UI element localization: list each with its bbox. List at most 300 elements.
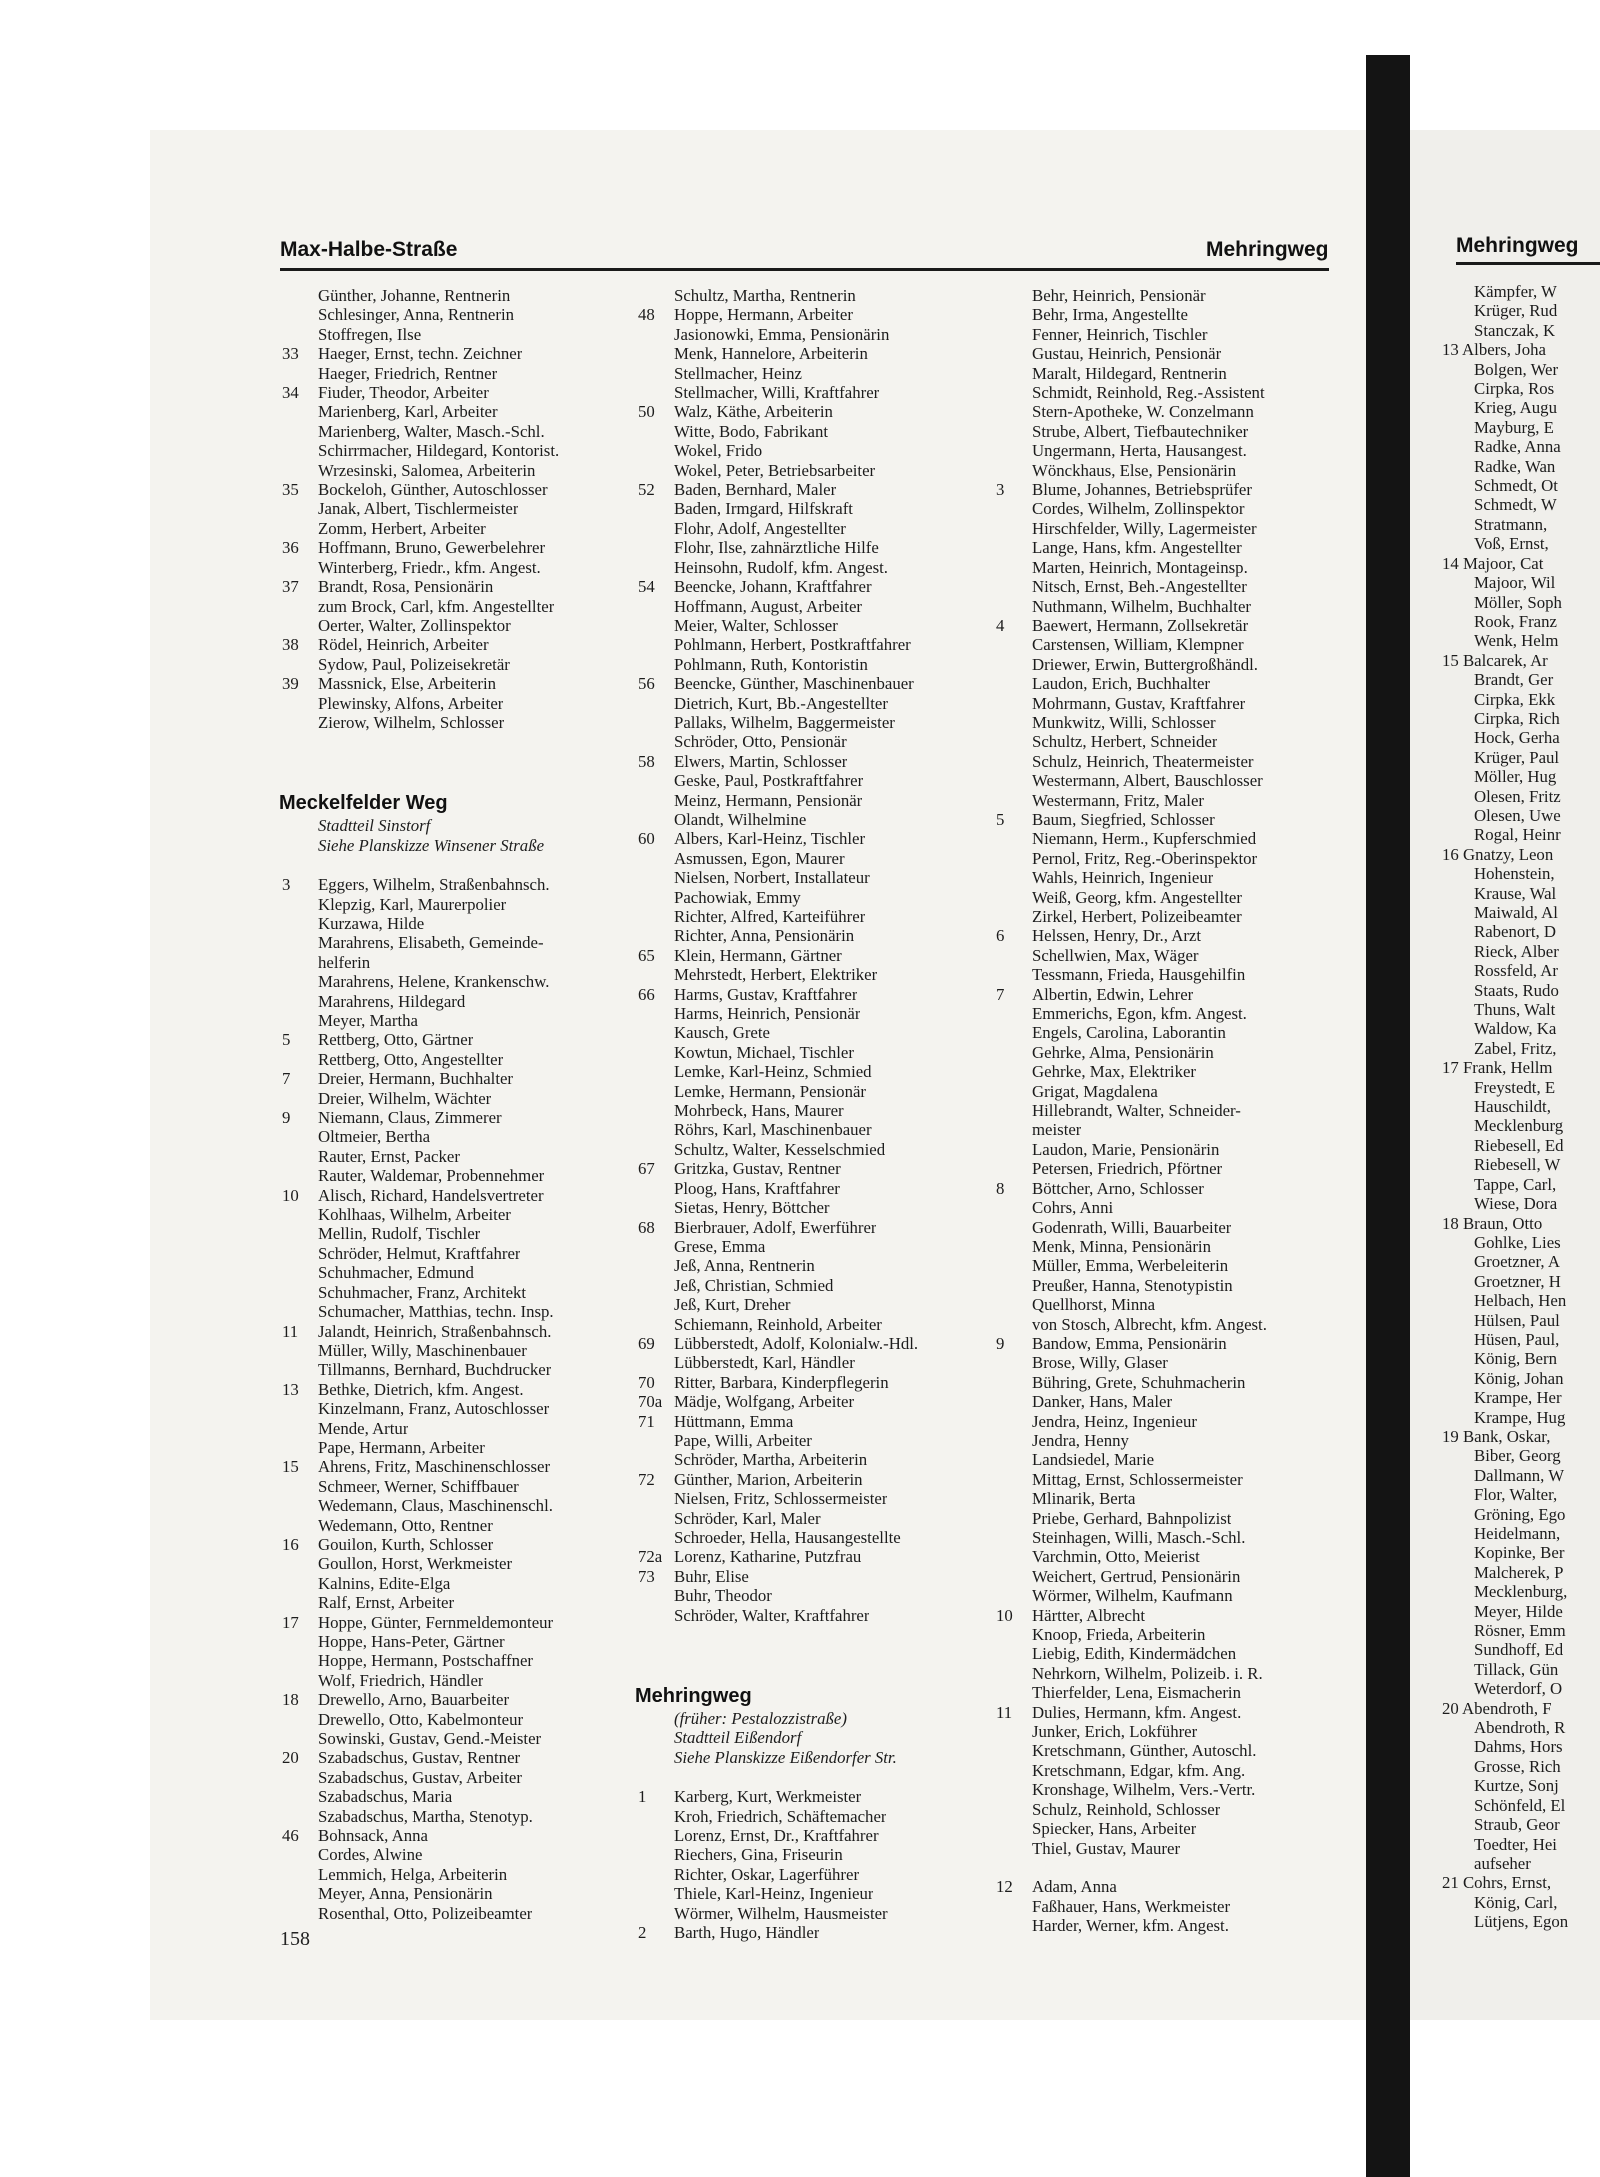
resident-entry: Härtter, Albrecht bbox=[1032, 1605, 1146, 1625]
list-item bbox=[282, 992, 637, 1011]
resident-entry: Schmeer, Werner, Schiffbauer bbox=[318, 1476, 519, 1496]
house-number bbox=[996, 1198, 1032, 1217]
resident-entry: Meinz, Hermann, Pensionär bbox=[674, 790, 863, 810]
section-subtitle: Siehe Planskizze Winsener Straße bbox=[318, 835, 545, 855]
list-item bbox=[996, 383, 1332, 402]
resident-entry: Godenrath, Willi, Bauarbeiter bbox=[1032, 1217, 1232, 1237]
list-item bbox=[638, 499, 996, 518]
house-number bbox=[996, 1470, 1032, 1489]
house-number bbox=[638, 1082, 674, 1101]
house-number bbox=[282, 655, 318, 674]
resident-entry: Haeger, Friedrich, Rentner bbox=[318, 363, 498, 383]
resident-entry: Szabadschus, Martha, Stenotyp. bbox=[318, 1806, 533, 1826]
list-item bbox=[282, 1341, 637, 1360]
list-item bbox=[996, 1392, 1332, 1411]
resident-entry: Bockeloh, Günther, Autoschlosser bbox=[318, 480, 548, 500]
list-item bbox=[638, 1276, 996, 1295]
resident-entry: Zomm, Herbert, Arbeiter bbox=[318, 518, 486, 538]
list-item bbox=[996, 1528, 1332, 1547]
house-number bbox=[638, 1295, 674, 1314]
house-number: 16 bbox=[282, 1534, 299, 1554]
house-number bbox=[282, 713, 318, 732]
resident-entry: Janak, Albert, Tischlermeister bbox=[318, 499, 519, 519]
resident-entry: Quellhorst, Minna bbox=[1032, 1295, 1156, 1315]
list-item bbox=[996, 441, 1332, 460]
list-item: Cirpka, Ekk bbox=[1474, 689, 1556, 709]
list-item bbox=[996, 577, 1332, 596]
list-item bbox=[282, 1419, 637, 1438]
resident-entry: Goullon, Horst, Werkmeister bbox=[318, 1554, 513, 1574]
resident-entry: Hirschfelder, Willy, Lagermeister bbox=[1032, 518, 1257, 538]
house-number bbox=[638, 1606, 674, 1625]
house-number bbox=[282, 1283, 318, 1302]
resident-entry: Richter, Alfred, Karteiführer bbox=[674, 907, 866, 926]
resident-entry: Bethke, Dietrich, kfm. Angest. bbox=[318, 1379, 524, 1399]
list-item bbox=[996, 1625, 1332, 1644]
list-item bbox=[282, 1671, 637, 1690]
resident-entry: Wokel, Peter, Betriebsarbeiter bbox=[674, 460, 876, 480]
list-item bbox=[282, 635, 637, 654]
house-number bbox=[282, 1768, 318, 1787]
list-item: Malcherek, P bbox=[1474, 1562, 1564, 1582]
house-number bbox=[996, 771, 1032, 790]
list-item bbox=[638, 597, 996, 616]
list-item: 15 Balcarek, Ar bbox=[1442, 650, 1548, 670]
house-number bbox=[638, 771, 674, 790]
list-item: Krampe, Hug bbox=[1474, 1407, 1566, 1427]
house-number bbox=[282, 519, 318, 538]
resident-entry: Cordes, Wilhelm, Zollinspektor bbox=[1032, 499, 1245, 519]
list-item bbox=[282, 1244, 637, 1263]
list-item bbox=[996, 305, 1332, 324]
list-item bbox=[638, 305, 996, 324]
resident-entry: Niemann, Herm., Kupferschmied bbox=[1032, 829, 1257, 849]
house-number bbox=[638, 635, 674, 654]
list-item bbox=[638, 1826, 996, 1845]
list-item bbox=[996, 946, 1332, 965]
house-number bbox=[282, 1244, 318, 1263]
resident-entry: Kausch, Grete bbox=[674, 1023, 770, 1043]
resident-entry: Wedemann, Otto, Rentner bbox=[318, 1515, 493, 1535]
list-item bbox=[996, 1644, 1332, 1663]
house-number bbox=[996, 1509, 1032, 1528]
list-item bbox=[282, 402, 637, 421]
house-number bbox=[996, 752, 1032, 771]
list-item bbox=[638, 752, 996, 771]
list-item: Toedter, Hei bbox=[1474, 1834, 1557, 1854]
list-item bbox=[996, 888, 1332, 907]
list-item bbox=[282, 1787, 637, 1806]
resident-entry: Schultz, Herbert, Schneider bbox=[1032, 732, 1218, 752]
header-right: Mehringweg bbox=[1206, 238, 1329, 261]
house-number bbox=[638, 1450, 674, 1469]
house-number bbox=[996, 888, 1032, 907]
resident-entry: Oerter, Walter, Zollinspektor bbox=[318, 615, 511, 635]
list-item bbox=[282, 597, 637, 616]
list-item bbox=[282, 1651, 637, 1670]
house-number: 39 bbox=[282, 674, 299, 694]
house-number bbox=[638, 538, 674, 557]
list-item: Kurtze, Sonj bbox=[1474, 1776, 1559, 1796]
list-item: Krüger, Rud bbox=[1474, 301, 1558, 321]
resident-entry: Mittag, Ernst, Schlossermeister bbox=[1032, 1469, 1243, 1489]
list-item bbox=[638, 1353, 996, 1372]
resident-entry: Rettberg, Otto, Angestellter bbox=[318, 1049, 504, 1069]
resident-entry: Schröder, Martha, Arbeiterin bbox=[674, 1450, 868, 1470]
section-title-meckelfelder: Meckelfelder Weg bbox=[279, 792, 448, 815]
resident-entry: Thiele, Karl-Heinz, Ingenieur bbox=[674, 1884, 874, 1904]
resident-entry: Beencke, Günther, Maschinenbauer bbox=[674, 674, 914, 694]
resident-entry: Dreier, Hermann, Buchhalter bbox=[318, 1069, 514, 1089]
house-number bbox=[638, 849, 674, 868]
list-item bbox=[638, 1140, 996, 1159]
list-item bbox=[638, 1807, 996, 1826]
house-number: 8 bbox=[996, 1178, 1005, 1198]
house-number: 9 bbox=[996, 1333, 1005, 1353]
list-item bbox=[996, 1043, 1332, 1062]
resident-entry: Lorenz, Ernst, Dr., Kraftfahrer bbox=[674, 1826, 879, 1846]
list-item bbox=[282, 1205, 637, 1224]
house-number bbox=[638, 1004, 674, 1023]
list-item bbox=[996, 1198, 1332, 1217]
house-number bbox=[638, 655, 674, 674]
resident-entry: Hoppe, Günter, Fernmeldemonteur bbox=[318, 1612, 554, 1632]
list-item bbox=[996, 499, 1332, 518]
resident-entry: Schuhmacher, Franz, Architekt bbox=[318, 1282, 527, 1302]
resident-entry: Mehrstedt, Herbert, Elektriker bbox=[674, 965, 878, 985]
house-number: 69 bbox=[638, 1333, 655, 1353]
resident-entry: Stoffregen, Ilse bbox=[318, 324, 422, 344]
house-number: 7 bbox=[996, 984, 1005, 1004]
resident-entry: Riechers, Gina, Friseurin bbox=[674, 1845, 843, 1865]
resident-entry: Alisch, Richard, Handelsvertreter bbox=[318, 1185, 544, 1205]
list-item bbox=[996, 655, 1332, 674]
list-item bbox=[282, 480, 637, 499]
list-item: Schönfeld, El bbox=[1474, 1795, 1566, 1815]
house-number bbox=[638, 1807, 674, 1826]
resident-entry: Drewello, Arno, Bauarbeiter bbox=[318, 1690, 510, 1710]
resident-entry: Driewer, Erwin, Buttergroßhändl. bbox=[1032, 654, 1258, 674]
list-item bbox=[282, 1593, 637, 1612]
list-item: Mayburg, E bbox=[1474, 417, 1554, 437]
list-item: Groetzner, H bbox=[1474, 1271, 1561, 1291]
resident-entry: Harder, Werner, kfm. Angest. bbox=[1032, 1916, 1229, 1936]
house-number bbox=[638, 868, 674, 887]
list-item bbox=[282, 1108, 637, 1127]
list-item: Stanczak, K bbox=[1474, 320, 1556, 340]
house-number: 10 bbox=[996, 1605, 1013, 1625]
house-number bbox=[282, 1011, 318, 1030]
resident-entry: Menk, Minna, Pensionärin bbox=[1032, 1236, 1211, 1256]
list-item bbox=[282, 674, 637, 693]
house-number bbox=[638, 1062, 674, 1081]
list-item bbox=[996, 1489, 1332, 1508]
resident-entry: Rauter, Ernst, Packer bbox=[318, 1146, 460, 1166]
house-number bbox=[996, 305, 1032, 324]
list-item bbox=[638, 946, 996, 965]
resident-entry: Szabadschus, Gustav, Rentner bbox=[318, 1748, 521, 1768]
list-item bbox=[282, 875, 637, 894]
house-number bbox=[282, 286, 318, 305]
entry-list-mehringweg-cont bbox=[996, 286, 1332, 1936]
house-number: 72 bbox=[638, 1469, 655, 1489]
list-item bbox=[282, 1399, 637, 1418]
resident-entry: Marahrens, Hildegard bbox=[318, 991, 466, 1011]
resident-entry: Thiel, Gustav, Maurer bbox=[1032, 1838, 1181, 1858]
house-number bbox=[996, 1683, 1032, 1702]
entry-list-mehringweg bbox=[638, 1787, 996, 1942]
list-item bbox=[638, 868, 996, 887]
list-item bbox=[996, 1741, 1332, 1760]
house-number: 54 bbox=[638, 577, 655, 597]
resident-entry: Marahrens, Helene, Krankenschw. bbox=[318, 972, 550, 992]
list-item bbox=[996, 1664, 1332, 1683]
resident-entry: Gritzka, Gustav, Rentner bbox=[674, 1159, 841, 1179]
house-number bbox=[996, 713, 1032, 732]
section-subtitle: Stadtteil Sinstorf bbox=[318, 816, 431, 836]
resident-entry: Fenner, Heinrich, Tischler bbox=[1032, 324, 1208, 344]
resident-entry: Laudon, Marie, Pensionärin bbox=[1032, 1139, 1220, 1159]
house-number bbox=[638, 422, 674, 441]
resident-entry: Westermann, Albert, Bauschlosser bbox=[1032, 771, 1263, 791]
list-item bbox=[282, 1574, 637, 1593]
resident-entry: Mohrmann, Gustav, Kraftfahrer bbox=[1032, 693, 1246, 713]
list-item bbox=[996, 1547, 1332, 1566]
list-item bbox=[638, 1884, 996, 1903]
list-item bbox=[282, 1554, 637, 1573]
list-item bbox=[996, 1256, 1332, 1275]
list-item bbox=[996, 907, 1332, 926]
list-item bbox=[282, 519, 637, 538]
list-item bbox=[282, 1089, 637, 1108]
list-item bbox=[282, 1613, 637, 1632]
resident-entry: Bühring, Grete, Schuhmacherin bbox=[1032, 1372, 1246, 1392]
list-item: Lütjens, Egon bbox=[1474, 1912, 1569, 1932]
list-item bbox=[996, 1334, 1332, 1353]
list-item: König, Bern bbox=[1474, 1349, 1557, 1369]
resident-entry: Helssen, Henry, Dr., Arzt bbox=[1032, 926, 1202, 946]
list-item: Stratmann, bbox=[1474, 514, 1548, 534]
list-item bbox=[996, 635, 1332, 654]
list-item: Tillack, Gün bbox=[1474, 1659, 1559, 1679]
resident-entry: Wokel, Frido bbox=[674, 441, 763, 461]
resident-entry: Ploog, Hans, Kraftfahrer bbox=[674, 1178, 840, 1198]
resident-entry: Sietas, Henry, Böttcher bbox=[674, 1198, 830, 1218]
list-item bbox=[996, 1800, 1332, 1819]
list-item bbox=[996, 1315, 1332, 1334]
resident-entry: Schultz, Walter, Kesselschmied bbox=[674, 1139, 886, 1159]
resident-entry: Schröder, Walter, Kraftfahrer bbox=[674, 1605, 870, 1625]
list-item: Krampe, Her bbox=[1474, 1388, 1562, 1408]
resident-entry: Meier, Walter, Schlosser bbox=[674, 615, 838, 635]
resident-entry: Rettberg, Otto, Gärtner bbox=[318, 1030, 474, 1050]
list-item bbox=[638, 1528, 996, 1547]
list-item bbox=[996, 1877, 1332, 1896]
resident-entry: Ralf, Ernst, Arbeiter bbox=[318, 1593, 455, 1613]
list-item: Wenk, Helm bbox=[1474, 631, 1559, 651]
list-item bbox=[282, 694, 637, 713]
resident-entry: Dulies, Hermann, kfm. Angest. bbox=[1032, 1702, 1242, 1722]
house-number bbox=[638, 558, 674, 577]
house-number bbox=[638, 1904, 674, 1923]
list-item: Dahms, Hors bbox=[1474, 1737, 1563, 1757]
list-item bbox=[282, 1127, 637, 1146]
list-item bbox=[996, 771, 1332, 790]
resident-entry: Szabadschus, Maria bbox=[318, 1787, 453, 1807]
resident-entry: Schmidt, Reinhold, Reg.-Assistent bbox=[1032, 383, 1265, 403]
list-item: Hohenstein, bbox=[1474, 864, 1555, 884]
resident-entry: Dreier, Wilhelm, Wächter bbox=[318, 1088, 492, 1108]
house-number bbox=[282, 914, 318, 933]
list-item bbox=[996, 810, 1332, 829]
resident-entry: Buhr, Elise bbox=[674, 1566, 749, 1586]
resident-entry: Massnick, Else, Arbeiterin bbox=[318, 674, 497, 694]
resident-entry: Meyer, Martha bbox=[318, 1011, 418, 1030]
list-item bbox=[638, 538, 996, 557]
list-item bbox=[638, 1373, 996, 1392]
list-item bbox=[996, 732, 1332, 751]
list-item: König, Johan bbox=[1474, 1368, 1564, 1388]
resident-entry: Mellin, Rudolf, Tischler bbox=[318, 1224, 481, 1244]
house-number bbox=[996, 1140, 1032, 1159]
list-item bbox=[282, 1166, 637, 1185]
list-item bbox=[996, 422, 1332, 441]
house-number bbox=[638, 907, 674, 926]
list-item bbox=[996, 791, 1332, 810]
resident-entry: Steinhagen, Willi, Masch.-Schl. bbox=[1032, 1528, 1246, 1547]
list-item bbox=[638, 655, 996, 674]
house-number: 50 bbox=[638, 402, 655, 422]
house-number bbox=[638, 616, 674, 635]
list-item bbox=[996, 1897, 1332, 1916]
list-item bbox=[996, 694, 1332, 713]
list-item: Hock, Gerha bbox=[1474, 728, 1560, 748]
house-number: 66 bbox=[638, 984, 655, 1004]
resident-entry: Buhr, Theodor bbox=[674, 1586, 772, 1606]
house-number bbox=[996, 1392, 1032, 1411]
house-number bbox=[996, 791, 1032, 810]
list-item bbox=[638, 1043, 996, 1062]
house-number bbox=[996, 422, 1032, 441]
list-item bbox=[638, 1218, 996, 1237]
resident-entry: Asmussen, Egon, Maurer bbox=[674, 848, 845, 868]
house-number bbox=[282, 1593, 318, 1612]
list-item bbox=[638, 1787, 996, 1806]
list-item bbox=[282, 1826, 637, 1845]
list-item bbox=[996, 1703, 1332, 1722]
list-item bbox=[996, 1780, 1332, 1799]
resident-entry: Kurzawa, Hilde bbox=[318, 913, 425, 933]
resident-entry: Gehrke, Max, Elektriker bbox=[1032, 1062, 1197, 1082]
list-item bbox=[638, 364, 996, 383]
resident-entry: Brose, Willy, Glaser bbox=[1032, 1353, 1168, 1373]
house-number: 68 bbox=[638, 1217, 655, 1237]
house-number bbox=[638, 1509, 674, 1528]
house-number bbox=[282, 1360, 318, 1379]
resident-entry: Kronshage, Wilhelm, Vers.-Vertr. bbox=[1032, 1780, 1256, 1800]
list-item bbox=[638, 1334, 996, 1353]
house-number bbox=[996, 597, 1032, 616]
resident-entry: Emmerichs, Egon, kfm. Angest. bbox=[1032, 1004, 1247, 1024]
list-item: Radke, Anna bbox=[1474, 437, 1561, 457]
resident-entry: Harms, Gustav, Kraftfahrer bbox=[674, 984, 858, 1004]
list-item bbox=[282, 1283, 637, 1302]
list-item: Mecklenburg, bbox=[1474, 1582, 1568, 1602]
list-item: 18 Braun, Otto bbox=[1442, 1213, 1543, 1233]
list-item bbox=[282, 1050, 637, 1069]
resident-entry: Winterberg, Friedr., kfm. Angest. bbox=[318, 557, 541, 577]
resident-entry: Böttcher, Arno, Schlosser bbox=[1032, 1178, 1204, 1198]
resident-entry: Nielsen, Fritz, Schlossermeister bbox=[674, 1489, 888, 1509]
resident-entry: Knoop, Frieda, Arbeiterin bbox=[1032, 1625, 1206, 1645]
house-number bbox=[638, 732, 674, 751]
list-item bbox=[282, 1011, 637, 1030]
list-item bbox=[282, 1457, 637, 1476]
list-item: Gröning, Ego bbox=[1474, 1504, 1566, 1524]
house-number: 11 bbox=[282, 1321, 299, 1341]
list-item: Krüger, Paul bbox=[1474, 747, 1560, 767]
house-number bbox=[996, 1800, 1032, 1819]
resident-entry: Thierfelder, Lena, Eismacherin bbox=[1032, 1683, 1241, 1703]
resident-entry: Mädje, Wolfgang, Arbeiter bbox=[674, 1392, 855, 1412]
resident-entry: Gustau, Heinrich, Pensionär bbox=[1032, 344, 1222, 364]
list-item: Möller, Hug bbox=[1474, 767, 1557, 787]
list-item bbox=[996, 1858, 1332, 1877]
house-number bbox=[282, 1438, 318, 1457]
house-number bbox=[996, 558, 1032, 577]
house-number bbox=[638, 926, 674, 945]
column-2 bbox=[635, 286, 996, 1943]
list-item bbox=[996, 1586, 1332, 1605]
resident-entry: Albertin, Edwin, Lehrer bbox=[1032, 984, 1194, 1004]
resident-entry: Günther, Johanne, Rentnerin bbox=[318, 286, 511, 305]
list-item: Helbach, Hen bbox=[1474, 1291, 1567, 1311]
list-item bbox=[996, 1722, 1332, 1741]
resident-entry: Carstensen, William, Klempner bbox=[1032, 635, 1244, 655]
list-item bbox=[996, 402, 1332, 421]
list-item bbox=[996, 1567, 1332, 1586]
list-item bbox=[996, 868, 1332, 887]
house-number bbox=[638, 364, 674, 383]
house-number bbox=[638, 499, 674, 518]
list-item bbox=[638, 1865, 996, 1884]
list-item bbox=[996, 1237, 1332, 1256]
resident-entry: Zierow, Wilhelm, Schlosser bbox=[318, 712, 505, 732]
house-number bbox=[996, 868, 1032, 887]
list-item bbox=[996, 325, 1332, 344]
resident-entry: Rosenthal, Otto, Polizeibeamter bbox=[318, 1903, 533, 1923]
resident-entry: Günther, Marion, Arbeiterin bbox=[674, 1469, 863, 1489]
list-item bbox=[282, 1535, 637, 1554]
house-number bbox=[638, 344, 674, 363]
house-number bbox=[996, 1780, 1032, 1799]
list-item bbox=[638, 907, 996, 926]
resident-entry: Grese, Emma bbox=[674, 1236, 766, 1256]
list-item: 16 Gnatzy, Leon bbox=[1442, 844, 1554, 864]
resident-entry: Marienberg, Karl, Arbeiter bbox=[318, 402, 498, 422]
resident-entry: Schultz, Martha, Rentnerin bbox=[674, 286, 856, 305]
house-number bbox=[638, 461, 674, 480]
list-item bbox=[638, 635, 996, 654]
header-rule-next-page bbox=[1456, 262, 1600, 265]
section-subtitle: Stadtteil Eißendorf bbox=[674, 1728, 802, 1748]
list-item bbox=[638, 1120, 996, 1139]
list-item bbox=[638, 461, 996, 480]
list-item: Tappe, Carl, bbox=[1474, 1174, 1557, 1194]
list-item bbox=[996, 713, 1332, 732]
resident-entry: Meyer, Anna, Pensionärin bbox=[318, 1884, 493, 1904]
resident-entry: Karberg, Kurt, Werkmeister bbox=[674, 1787, 862, 1807]
